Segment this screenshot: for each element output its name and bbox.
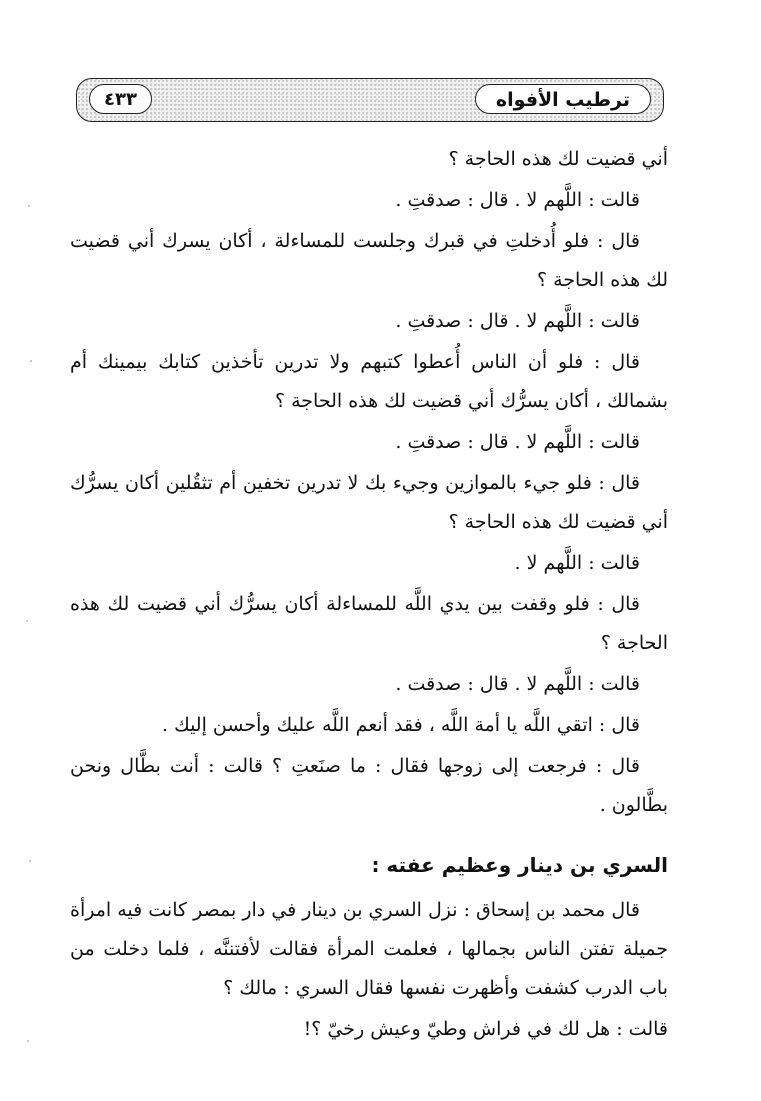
paragraph: قالت : هل لك في فراش وطيّ وعيش رخيّ ؟! [303, 1018, 668, 1040]
scan-speck [29, 860, 31, 862]
section-heading: السري بن دينار وعظيم عفته : [371, 853, 668, 877]
paragraph: قالت : اللَّهم لا . [514, 552, 640, 574]
book-title: ترطيب الأفواه [475, 84, 651, 114]
paragraph: قال : فرجعت إلى زوجها فقال : ما صنَعتِ ؟ قالت : أنت بطَّال ونحن بطَّالون . [70, 755, 668, 816]
paragraph: قال محمد بن إسحاق : نزل السري بن دينار في دار بمصر كانت فيه امرأة جميلة تفتن الناس بجمالها ، فعلمت المرأة فقالت لأفتننَّه ، فلما دخلت من باب الدرب كشفت وأظهرت نفسها فقال السري : مالك ؟ [70, 899, 668, 999]
paragraph: قالت : اللَّهم لا . قال : صدقتِ . [395, 189, 640, 211]
paragraph: قال : فلو أن الناس أُعطوا كتبهم ولا تدرين تأخذين كتابك بيمينك أم بشمالك ، أكان يسرُّك أني قضيت لك هذه الحاجة ؟ [70, 351, 668, 412]
paragraph: قال : فلو وقفت بين يدي اللَّه للمساءلة أكان يسرُّك أني قضيت لك هذه الحاجة ؟ [70, 593, 668, 654]
scan-speck [26, 620, 28, 622]
scan-speck [28, 205, 30, 207]
paragraph: قالت : اللَّهم لا . قال : صدقتِ . [395, 310, 640, 332]
paragraph: قال : فلو جيء بالموازين وجيء بك لا تدرين تخفين أم تثقُلين أكان يسرُّك أني قضيت لك هذه الحاجة ؟ [70, 472, 668, 533]
paragraph: قالت : اللَّهم لا . قال : صدقت . [395, 673, 640, 695]
paragraph: أني قضيت لك هذه الحاجة ؟ [448, 148, 668, 170]
scan-speck [30, 360, 32, 362]
paragraph: قال : فلو أُدخلتِ في قبرك وجلست للمساءلة ، أكان يسرك أني قضيت لك هذه الحاجة ؟ [70, 230, 668, 291]
paragraph: قال : اتقي اللَّه يا أمة اللَّه ، فقد أنعم اللَّه عليك وأحسن إليك . [161, 714, 640, 736]
running-header [76, 78, 664, 122]
page-body [70, 140, 668, 1051]
paragraph: قالت : اللَّهم لا . قال : صدقتِ . [395, 431, 640, 453]
page-number: ٤٣٣ [89, 84, 152, 114]
scan-speck [27, 1040, 29, 1042]
